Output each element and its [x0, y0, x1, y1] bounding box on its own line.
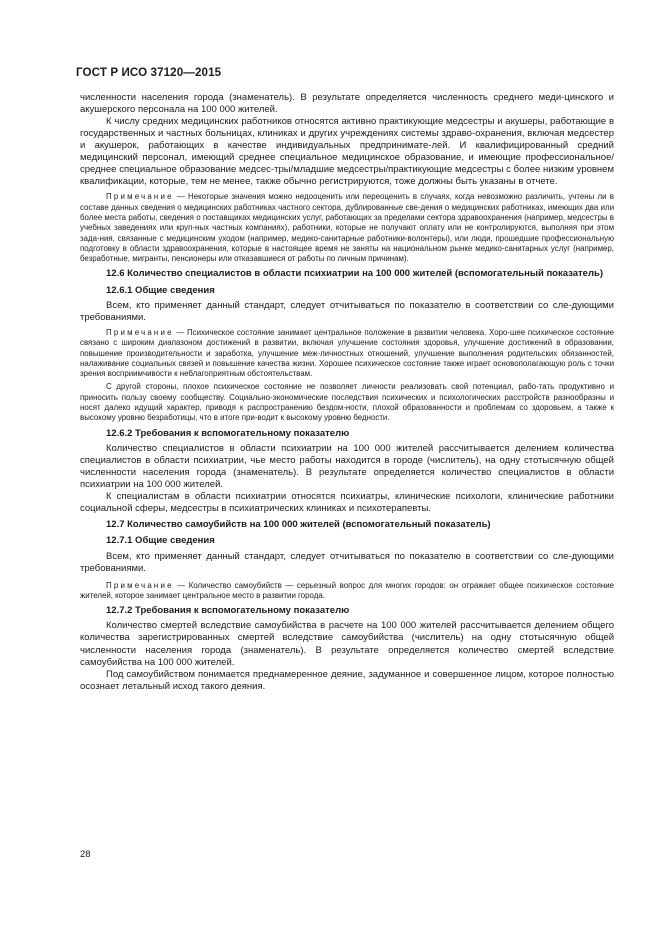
subsection-heading: 12.7.2 Требования к вспомогательному показателю	[106, 605, 350, 617]
note	[80, 192, 614, 264]
document-header: ГОСТ Р ИСО 37120—2015	[76, 66, 222, 79]
subsection-heading: 12.6.2 Требования к вспомогательному показателю	[106, 427, 350, 439]
subsection-heading: 12.6.1 Общие сведения	[106, 284, 215, 296]
paragraph: Всем, кто применяет данный стандарт, следует отчитываться по показателю в соответствии со сле-дующими требованиями.	[80, 550, 614, 574]
note-label: Примечание	[106, 327, 174, 337]
paragraph: Всем, кто применяет данный стандарт, следует отчитываться по показателю в соответствии со сле-дующими требованиями.	[80, 299, 614, 323]
paragraph: численности населения города (знаменатель). В результате определяется численность среднего меди-цинского и акушерского персонала на 100 000 жителей.	[80, 92, 614, 116]
document-body	[80, 92, 614, 693]
paragraph: К специалистам в области психиатрии относятся психиатры, клинические психологи, клинические работники социальной сферы, медсестры в психиатрических клиниках и психотерапевты.	[80, 491, 614, 515]
note-label: Примечание	[106, 192, 174, 202]
note-text: — Некоторые значения можно недооценить или переоценить в случаях, когда невозможно различить, учтены ли в составе данных сведения о медицинских работниках частного сектора, дублированные све-дения о медицинских работниках, имеющих два или более места работы, сведения о поставщиках медицинских услуг, работающих за пределами сектора здравоохранения (например, медсестры в учебных заведениях или круп-ных частных компаниях), работники, которые не получают оплату или не контролируются, выполняя при этом зада-ния, связанные с медицинским уходом (например, медико-санитарные работники-волонтеры), или люди, прошедшие профессиональную подготовку в области здравоохранения, которые в настоящее время не заняты на национальном рынке медико-санитарных услуг (например, безработные, мигранты, пенсионеры или отказавшиеся от работы по личным причинам).	[80, 192, 614, 264]
page-number: 28	[80, 849, 91, 860]
note-label: Примечание	[106, 580, 174, 590]
note	[80, 581, 614, 602]
note-text: — Психическое состояние занимает центральное положение в развитии человека. Хоро-шее психическое состояние связано с широким диапазоном достижений в развитии, включая улучшение состояния здоровья, улучшение достижений в образовании, повышение производительности и заработка, улучшение меж-личностных отношений, улучшение выполнения родительских обязанностей, налаживание социальных связей и повышение качества жизни. Хорошее психическое состояние также играет основополагающую роль с точки зрения восприимчивости к неблагоприятным обстоятельствам.	[80, 327, 614, 379]
subsection-heading: 12.7.1 Общие сведения	[106, 535, 215, 547]
section-heading: 12.6 Количество специалистов в области психиатрии на 100 000 жителей (вспомогательный показатель)	[106, 268, 603, 280]
note-continuation: С другой стороны, плохое психическое состояние не позволяет личности реализовать свой потенциал, рабо-тать продуктивно и приносить пользу своему сообществу. Социально-экономические последствия психических и психологических расстройств разнообразны и носят далеко идущий характер, приводя к распространению бездом-ности, плохой образованности и проблемам со здоровьем, а также к высокому уровню безработицы, что в итоге при-водит к высокому уровню бедности.	[80, 382, 614, 423]
section-heading: 12.7 Количество самоубийств на 100 000 жителей (вспомогательный показатель)	[106, 519, 491, 531]
note	[80, 328, 614, 379]
paragraph: Под самоубийством понимается преднамеренное деяние, задуманное и совершенное лицом, которое полностью осознает летальный исход такого деяния.	[80, 668, 614, 692]
paragraph: Количество специалистов в области психиатрии на 100 000 жителей рассчитывается делением количества специалистов в области психиатрии, чье место работы находится в городе (числитель), на одну стотысячную общей численности населения города (знаменатель). В результате определяется количество специалистов в области психиатрии на 100 000 жителей.	[80, 442, 614, 490]
paragraph: Количество смертей вследствие самоубийства в расчете на 100 000 жителей рассчитывается делением общего количества зарегистрированных смертей вследствие самоубийства (числитель) на одну стотысячную общей численности населения города (знаменатель). В результате определяется количество смертей вследствие самоубийства на 100 000 жителей.	[80, 620, 614, 668]
paragraph: К числу средних медицинских работников относятся активно практикующие медсестры и акушеры, работающие в государственных и частных больницах, клиниках и других учреждениях системы здраво-охранения, включая медсестер и акушерок, работающих в качестве индивидуальных предпринимате-лей. И квалифицированный средний медицинский персонал, имеющий среднее специальное медицинское образование, и имеющие профессиональное/среднее специальное образование медсес-тры/младшие медсестры/практикующие медсестры с более низким уровнем квалификации, которые, тем не менее, также обычно регистрируются, тоже должны быть указаны в отчете.	[80, 116, 614, 188]
note-text: — Количество самоубийств — серьезный вопрос для многих городов: он отражает общее психическое состояние жителей, которое занимает центральное место в развитии города.	[80, 580, 614, 600]
